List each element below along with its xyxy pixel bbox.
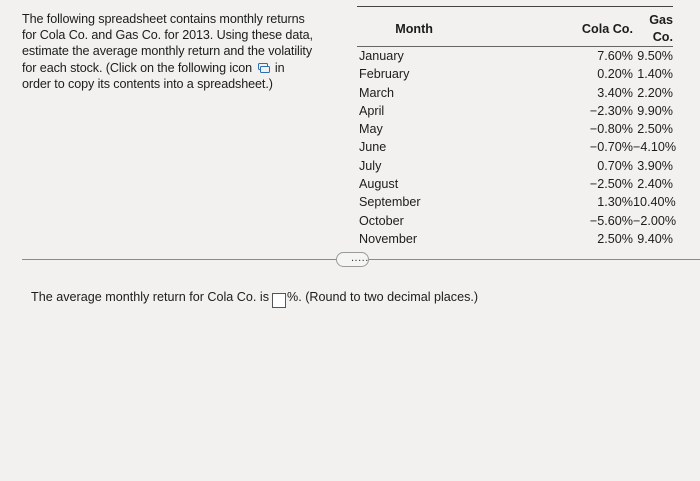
cell-cola: 1.30% xyxy=(597,195,633,210)
cell-cola: −0.70% xyxy=(589,140,633,155)
copy-spreadsheet-icon[interactable] xyxy=(258,61,270,71)
problem-statement xyxy=(22,11,340,92)
table-row xyxy=(357,102,673,120)
cell-month: April xyxy=(359,103,385,118)
table-row xyxy=(357,212,673,230)
cell-month: November xyxy=(359,231,418,246)
header-cola: Cola Co. xyxy=(433,12,633,47)
cell-gas: 2.40% xyxy=(637,177,673,192)
table-row xyxy=(357,84,673,102)
header-month: Month xyxy=(357,12,433,47)
problem-line-3: estimate the average monthly return and the volatility xyxy=(22,44,313,59)
cell-month: January xyxy=(359,49,404,63)
cell-gas: 9.90% xyxy=(637,103,673,118)
cell-gas: 10.40% xyxy=(633,195,676,210)
cell-cola: −5.60% xyxy=(589,213,633,228)
table-row xyxy=(357,47,673,66)
cell-gas: 2.20% xyxy=(637,85,673,100)
cell-cola: 0.70% xyxy=(597,158,633,173)
cell-month: May xyxy=(359,122,383,137)
question-text-end: %. (Round to two decimal places.) xyxy=(287,290,479,304)
header-gas: Gas Co. xyxy=(633,12,673,47)
cell-month: June xyxy=(359,140,387,155)
problem-line-2: for Cola Co. and Gas Co. for 2013. Using these data, xyxy=(22,28,313,43)
expand-dots-icon: ..... xyxy=(351,252,369,264)
cell-gas: 1.40% xyxy=(637,67,673,82)
table-row xyxy=(357,138,673,156)
cell-month: October xyxy=(359,213,404,228)
table-header-row xyxy=(357,12,673,47)
table-row xyxy=(357,65,673,83)
problem-line-1: The following spreadsheet contains monthly returns xyxy=(22,12,305,26)
cell-cola: −2.30% xyxy=(589,103,633,118)
cell-cola: 3.40% xyxy=(597,85,633,100)
cell-cola: 0.20% xyxy=(597,67,633,82)
expand-button[interactable] xyxy=(336,252,369,267)
cell-cola: −2.50% xyxy=(589,177,633,192)
cell-cola: 7.60% xyxy=(597,49,633,63)
returns-table xyxy=(357,12,677,248)
answer-input[interactable] xyxy=(272,293,286,308)
cell-gas: 3.90% xyxy=(637,158,673,173)
cell-month: February xyxy=(359,67,410,82)
cell-cola: −0.80% xyxy=(589,122,633,137)
cell-gas: 2.50% xyxy=(637,122,673,137)
table-row xyxy=(357,193,673,211)
cell-gas: −2.00% xyxy=(633,213,677,228)
problem-line-4-start: for each stock. (Click on the following icon xyxy=(22,60,253,75)
problem-line-4-end: in xyxy=(274,60,285,75)
cell-gas: −4.10% xyxy=(633,140,677,155)
table-row xyxy=(357,157,673,175)
cell-gas: 9.50% xyxy=(637,49,673,63)
table-row xyxy=(357,230,673,248)
returns-table-body xyxy=(357,47,677,249)
cell-gas: 9.40% xyxy=(637,231,673,246)
table-top-rule xyxy=(357,6,673,7)
table-row xyxy=(357,175,673,193)
question-text-start: The average monthly return for Cola Co. is xyxy=(31,290,269,304)
cell-month: July xyxy=(359,158,382,173)
cell-cola: 2.50% xyxy=(597,231,633,246)
cell-month: September xyxy=(359,195,421,210)
table-row xyxy=(357,120,673,138)
question-prompt xyxy=(31,289,478,308)
cell-month: August xyxy=(359,177,399,192)
problem-line-5: order to copy its contents into a spreadsheet.) xyxy=(22,76,273,91)
cell-month: March xyxy=(359,85,394,100)
